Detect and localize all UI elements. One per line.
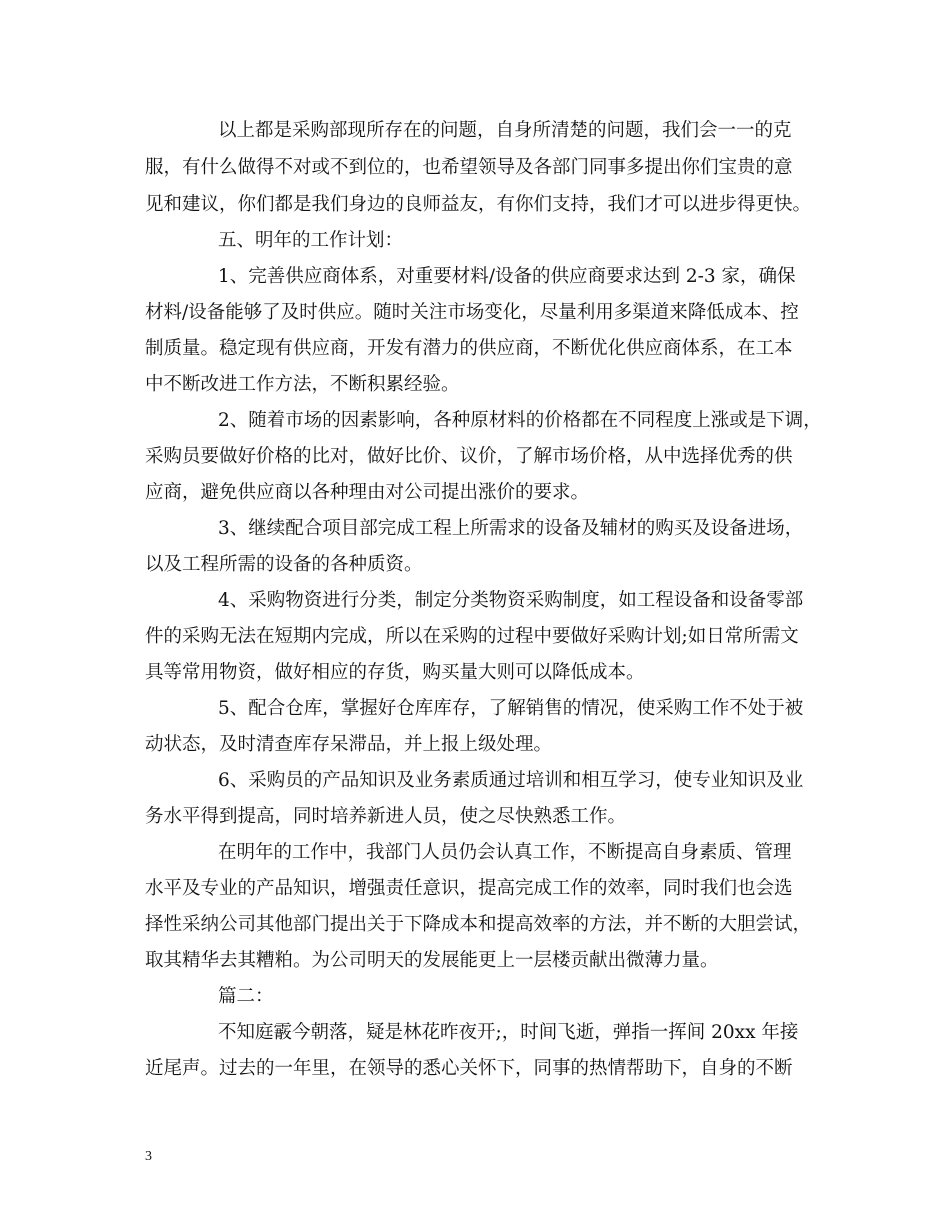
text-line: 具等常用物资，做好相应的存货，购买量大则可以降低成本。 <box>145 662 645 683</box>
text-line: 以上都是采购部现所存在的问题，自身所清楚的问题，我们会一一的克 <box>218 120 792 141</box>
text-line: 取其精华去其糟粕。为公司明天的发展能更上一层楼贡献出微薄力量。 <box>145 950 719 971</box>
text-line: 务水平得到提高，同时培养新进人员，使之尽快熟悉工作。 <box>145 806 627 827</box>
text-line: 不知庭霰今朝落，疑是林花昨夜开;，时间飞逝，弹指一挥间 20xx 年接 <box>218 1022 799 1043</box>
text-line: 材料/设备能够了及时供应。随时关注市场变化，尽量利用多渠道来降低成本、控 <box>145 302 799 323</box>
section-heading: 篇二： <box>218 986 274 1007</box>
text-line: 件的采购无法在短期内完成，所以在采购的过程中要做好采购计划;如日常所需文 <box>145 626 799 647</box>
text-line: 水平及专业的产品知识，增强责任意识，提高完成工作的效率，同时我们也会选 <box>145 878 793 899</box>
text-line: 在明年的工作中，我部门人员仍会认真工作，不断提高自身素质、管理 <box>218 842 792 863</box>
section-heading: 五、明年的工作计划： <box>218 230 404 251</box>
text-line: 择性采纳公司其他部门提出关于下降成本和提高效率的方法，并不断的大胆尝试， <box>145 914 812 935</box>
text-line: 服，有什么做得不对或不到位的，也希望领导及各部门同事多提出你们宝贵的意 <box>145 157 793 178</box>
page-number: 3 <box>145 1149 152 1164</box>
text-line: 应商，避免供应商以各种理由对公司提出涨价的要求。 <box>145 482 590 503</box>
text-line: 中不断改进工作方法，不断积累经验。 <box>145 374 460 395</box>
text-line: 6、采购员的产品知识及业务素质通过培训和相互学习，使专业知识及业 <box>218 770 804 791</box>
text-line: 4、采购物资进行分类，制定分类物资采购制度，如工程设备和设备零部 <box>218 590 804 611</box>
text-line: 3、继续配合项目部完成工程上所需求的设备及辅材的购买及设备进场， <box>218 518 804 539</box>
text-line: 制质量。稳定现有供应商，开发有潜力的供应商，不断优化供应商体系，在工本 <box>145 338 793 359</box>
text-line: 采购员要做好价格的比对，做好比价、议价，了解市场价格，从中选择优秀的供 <box>145 446 793 467</box>
text-line: 1、完善供应商体系，对重要材料/设备的供应商要求达到 2-3 家，确保 <box>218 266 796 287</box>
text-line: 2、随着市场的因素影响，各种原材料的价格都在不同程度上涨或是下调， <box>218 410 822 431</box>
text-line: 5、配合仓库，掌握好仓库库存，了解销售的情况，使采购工作不处于被 <box>218 698 804 719</box>
text-line: 动状态，及时清查库存呆滞品，并上报上级处理。 <box>145 734 553 755</box>
text-line: 以及工程所需的设备的各种质资。 <box>145 554 423 575</box>
text-line: 见和建议，你们都是我们身边的良师益友，有你们支持，我们才可以进步得更快。 <box>145 194 812 215</box>
text-line: 近尾声。过去的一年里，在领导的悉心关怀下，同事的热情帮助下，自身的不断 <box>145 1058 793 1079</box>
